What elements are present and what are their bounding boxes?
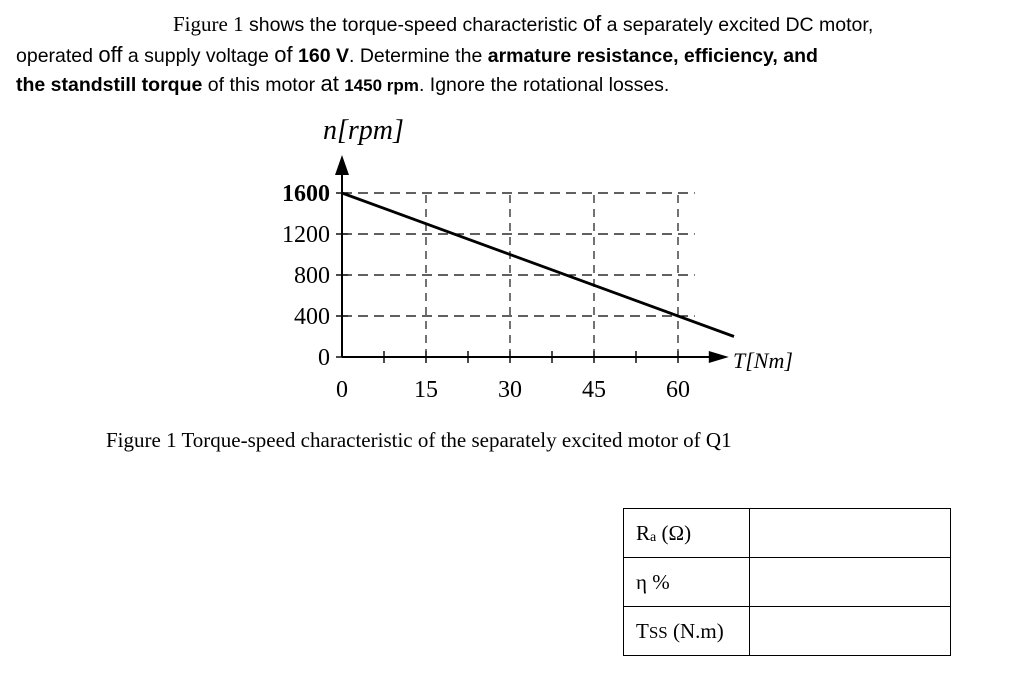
x-axis-arrow bbox=[709, 351, 729, 363]
x-tick-label: 15 bbox=[414, 377, 438, 403]
answer-cell[interactable] bbox=[750, 607, 951, 656]
answer-label bbox=[624, 607, 750, 656]
answer-row bbox=[624, 509, 951, 558]
x-tick-label: 45 bbox=[582, 377, 606, 403]
y-tick-label: 400 bbox=[294, 304, 330, 330]
question-line-1: Figure 1 shows the torque-speed characteristic of a separately excited DC motor, bbox=[173, 11, 874, 36]
answer-row bbox=[624, 558, 951, 607]
label-unit: % bbox=[646, 569, 670, 594]
y-tick-label: 1200 bbox=[282, 222, 330, 248]
answer-table bbox=[623, 508, 951, 656]
x-axis-label: T[Nm] bbox=[733, 348, 793, 373]
question-line-3: the standstill torque of this motor at 1450 rpm. Ignore the rotational losses. bbox=[16, 71, 670, 96]
figure-caption: Figure 1 Torque-speed characteristic of the separately excited motor of Q1 bbox=[106, 428, 732, 452]
answer-label bbox=[624, 558, 750, 607]
figure-ref: Figure 1 bbox=[173, 12, 244, 36]
series-line-0 bbox=[342, 193, 734, 337]
y-axis-label: n[rpm] bbox=[323, 115, 404, 146]
y-axis-arrow bbox=[335, 155, 349, 175]
label-symbol: T bbox=[636, 618, 649, 643]
label-unit: (Ω) bbox=[656, 520, 692, 545]
label-unit: (N.m) bbox=[667, 618, 724, 643]
chart-grid bbox=[342, 193, 695, 357]
y-tick-label: 0 bbox=[318, 345, 330, 371]
motor-speed: 1450 rpm bbox=[344, 76, 419, 95]
label-subscript: a bbox=[650, 529, 657, 545]
answer-cell[interactable] bbox=[750, 509, 951, 558]
x-tick-label: 60 bbox=[666, 377, 690, 403]
answer-cell[interactable] bbox=[750, 558, 951, 607]
y-tick-label: 1600 bbox=[282, 181, 330, 207]
x-tick-label: 30 bbox=[498, 377, 522, 403]
chart-series bbox=[342, 193, 734, 337]
x-tick-label: 0 bbox=[336, 377, 348, 403]
answer-label bbox=[624, 509, 750, 558]
y-tick-label: 800 bbox=[294, 263, 330, 289]
label-subscript: SS bbox=[648, 622, 668, 642]
question-line-2: operated off a supply voltage of 160 V. Determine the armature resistance, efficiency, and bbox=[16, 42, 818, 67]
supply-voltage: 160 V bbox=[298, 45, 349, 67]
label-symbol: η bbox=[636, 569, 647, 594]
answer-row bbox=[624, 607, 951, 656]
chart-ticks bbox=[282, 181, 690, 403]
label-symbol: R bbox=[636, 520, 651, 545]
chart-axes bbox=[335, 155, 729, 363]
